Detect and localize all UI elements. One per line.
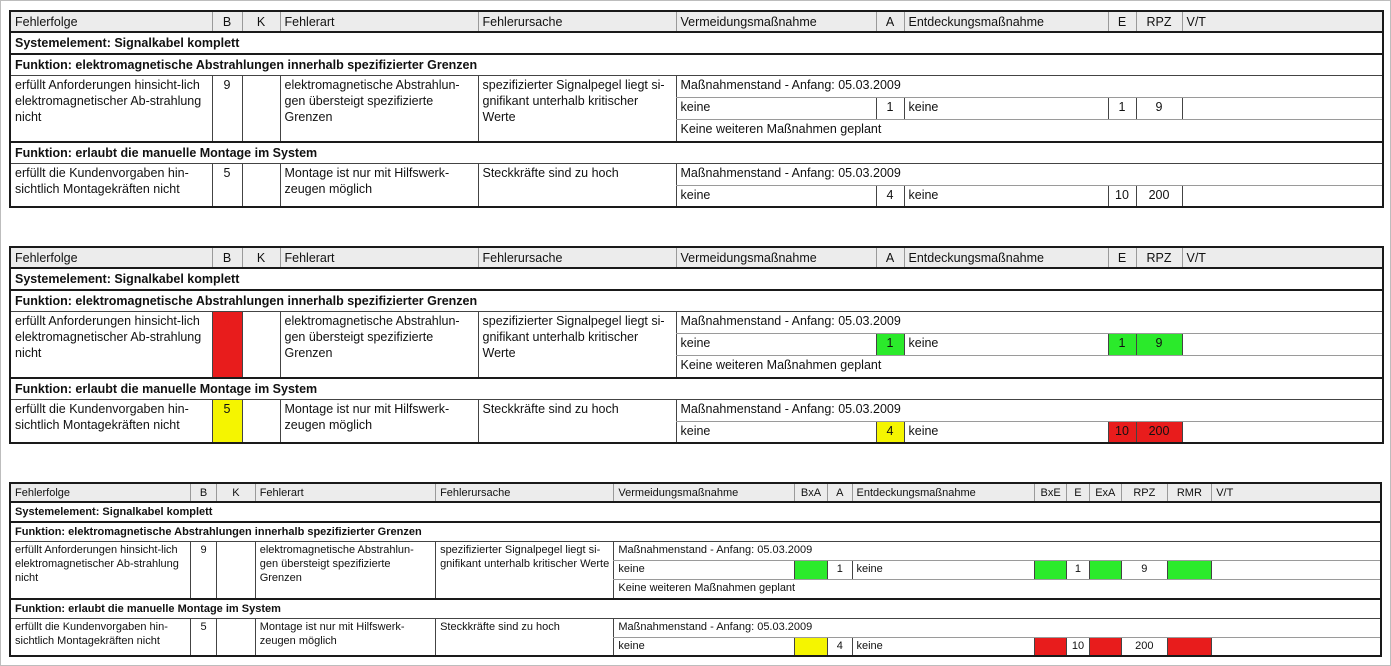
vermeidung-cell: keine: [676, 421, 876, 443]
note-cell: Keine weiteren Maßnahmen geplant: [614, 580, 1381, 599]
rpz-cell: 9: [1122, 561, 1168, 580]
header-row: [10, 483, 1381, 502]
ursache-cell: spezifizierter Signalpegel liegt si-gnifikant unterhalb kritischer Werte: [478, 312, 676, 378]
col-b: B: [190, 483, 216, 502]
ursache-cell: Steckkräfte sind zu hoch: [478, 163, 676, 207]
col-fehlerfolge: Fehlerfolge: [10, 483, 190, 502]
rpz-cell: 9: [1136, 334, 1182, 356]
measure-status: Maßnahmenstand - Anfang: 05.03.2009: [614, 618, 1381, 637]
fehlerart-cell: Montage ist nur mit Hilfswerk-zeugen möglich: [280, 399, 478, 443]
function-title: Funktion: erlaubt die manuelle Montage im System: [10, 142, 1383, 164]
col-rpz: RPZ: [1136, 247, 1182, 268]
col-k: K: [242, 11, 280, 32]
col-b: B: [212, 247, 242, 268]
fehlerfolge-cell: erfüllt Anforderungen hinsicht-lich elektromagnetischer Ab-strahlung nicht: [15, 544, 179, 584]
fehlerart-cell: Montage ist nur mit Hilfswerk-zeugen möglich: [280, 163, 478, 207]
measure-status: Maßnahmenstand - Anfang: 05.03.2009: [676, 399, 1383, 421]
measure-status: Maßnahmenstand - Anfang: 05.03.2009: [676, 312, 1383, 334]
col-fehlerart: Fehlerart: [280, 247, 478, 268]
col-bxa: BxA: [794, 483, 827, 502]
function-title: Funktion: elektromagnetische Abstrahlungen innerhalb spezifizierter Grenzen: [10, 522, 1381, 542]
a-cell: 4: [876, 421, 904, 443]
col-fehlerursache: Fehlerursache: [478, 247, 676, 268]
entdeckung-cell: keine: [852, 561, 1034, 580]
fmea-table-colored: [9, 246, 1384, 444]
entdeckung-cell: keine: [852, 637, 1034, 656]
fehlerfolge-cell: erfüllt die Kundenvorgaben hin-sichtlich Montagekräften nicht: [15, 401, 189, 432]
b-cell: 9: [212, 76, 242, 142]
col-fehlerfolge: Fehlerfolge: [10, 247, 212, 268]
measure-status: Maßnahmenstand - Anfang: 05.03.2009: [614, 542, 1381, 561]
e-cell: 1: [1108, 334, 1136, 356]
col-e: E: [1108, 247, 1136, 268]
failure-row: [10, 542, 1381, 561]
col-entdeckung: Entdeckungsmaßnahme: [904, 11, 1108, 32]
rmr-cell: [1167, 637, 1212, 656]
fehlerfolge-cell: erfüllt die Kundenvorgaben hin-sichtlich Montagekräften nicht: [15, 165, 189, 196]
function-title: Funktion: erlaubt die manuelle Montage im System: [10, 378, 1383, 400]
col-a: A: [828, 483, 852, 502]
col-vermeidung: Vermeidungsmaßnahme: [676, 247, 876, 268]
rpz-cell: 200: [1122, 637, 1168, 656]
bxe-cell: [1034, 637, 1066, 656]
vt-cell: [1182, 98, 1383, 120]
function-title: Funktion: erlaubt die manuelle Montage im System: [10, 599, 1381, 619]
fmea-table-plain: [9, 10, 1384, 208]
col-vermeidung: Vermeidungsmaßnahme: [676, 11, 876, 32]
b-cell: 5: [190, 618, 216, 656]
a-cell: 1: [876, 334, 904, 356]
a-cell: 1: [828, 561, 852, 580]
ursache-cell: spezifizierter Signalpegel liegt si-gnifikant unterhalb kritischer Werte: [436, 542, 614, 599]
vt-cell: [1212, 561, 1381, 580]
vt-cell: [1182, 185, 1383, 207]
col-entdeckung: Entdeckungsmaßnahme: [904, 247, 1108, 268]
failure-row: [10, 312, 1383, 334]
e-cell: 10: [1067, 637, 1089, 656]
function-row: [10, 142, 1383, 164]
system-element-row: [10, 268, 1383, 290]
exa-cell: [1089, 637, 1121, 656]
k-cell: [242, 312, 280, 378]
e-cell: 1: [1108, 98, 1136, 120]
system-element-title: Systemelement: Signalkabel komplett: [10, 502, 1381, 522]
b-cell: 5: [212, 399, 242, 443]
fehlerfolge-cell: erfüllt die Kundenvorgaben hin-sichtlich Montagekräften nicht: [15, 620, 168, 647]
col-rpz: RPZ: [1136, 11, 1182, 32]
system-element-row: [10, 32, 1383, 54]
vermeidung-cell: keine: [614, 637, 794, 656]
function-title: Funktion: elektromagnetische Abstrahlungen innerhalb spezifizierter Grenzen: [10, 290, 1383, 312]
failure-row: [10, 399, 1383, 421]
rmr-cell: [1167, 561, 1212, 580]
ursache-cell: spezifizierter Signalpegel liegt si-gnifikant unterhalb kritischer Werte: [478, 76, 676, 142]
vermeidung-cell: keine: [676, 185, 876, 207]
fmea-table-extended: [9, 482, 1382, 657]
failure-row: [10, 76, 1383, 98]
k-cell: [242, 76, 280, 142]
k-cell: [217, 618, 256, 656]
vermeidung-cell: keine: [614, 561, 794, 580]
col-vt: V/T: [1212, 483, 1381, 502]
a-cell: 4: [876, 185, 904, 207]
vt-cell: [1212, 637, 1381, 656]
k-cell: [242, 399, 280, 443]
col-e: E: [1067, 483, 1089, 502]
rpz-cell: 200: [1136, 421, 1182, 443]
k-cell: [217, 542, 256, 599]
col-entdeckung: Entdeckungsmaßnahme: [852, 483, 1034, 502]
function-row: [10, 378, 1383, 400]
col-fehlerfolge: Fehlerfolge: [10, 11, 212, 32]
entdeckung-cell: keine: [904, 334, 1108, 356]
fehlerfolge-cell: erfüllt Anforderungen hinsicht-lich elektromagnetischer Ab-strahlung nicht: [15, 314, 202, 360]
measure-status: Maßnahmenstand - Anfang: 05.03.2009: [676, 76, 1383, 98]
system-element-title: Systemelement: Signalkabel komplett: [10, 32, 1383, 54]
col-vermeidung: Vermeidungsmaßnahme: [614, 483, 794, 502]
col-fehlerart: Fehlerart: [255, 483, 435, 502]
col-a: A: [876, 11, 904, 32]
col-rpz: RPZ: [1122, 483, 1168, 502]
note-cell: Keine weiteren Maßnahmen geplant: [676, 120, 1383, 142]
entdeckung-cell: keine: [904, 421, 1108, 443]
function-title: Funktion: elektromagnetische Abstrahlungen innerhalb spezifizierter Grenzen: [10, 54, 1383, 76]
col-a: A: [876, 247, 904, 268]
function-row: [10, 54, 1383, 76]
ursache-cell: Steckkräfte sind zu hoch: [478, 399, 676, 443]
a-cell: 4: [828, 637, 852, 656]
vt-cell: [1182, 334, 1383, 356]
k-cell: [242, 163, 280, 207]
b-cell: 9: [190, 542, 216, 599]
fehlerfolge-cell: erfüllt Anforderungen hinsicht-lich elektromagnetischer Ab-strahlung nicht: [15, 78, 202, 124]
col-rmr: RMR: [1167, 483, 1212, 502]
a-cell: 1: [876, 98, 904, 120]
b-cell: 5: [212, 163, 242, 207]
failure-row: [10, 618, 1381, 637]
e-cell: 10: [1108, 421, 1136, 443]
entdeckung-cell: keine: [904, 185, 1108, 207]
fehlerart-cell: elektromagnetische Abstrahlun-gen übersteigt spezifizierte Grenzen: [280, 76, 478, 142]
header-row: [10, 11, 1383, 32]
col-fehlerart: Fehlerart: [280, 11, 478, 32]
system-element-row: [10, 502, 1381, 522]
col-fehlerursache: Fehlerursache: [478, 11, 676, 32]
function-row: [10, 599, 1381, 619]
col-bxe: BxE: [1034, 483, 1066, 502]
rpz-cell: 9: [1136, 98, 1182, 120]
fehlerart-cell: Montage ist nur mit Hilfswerk-zeugen möglich: [255, 618, 435, 656]
failure-row: [10, 163, 1383, 185]
system-element-title: Systemelement: Signalkabel komplett: [10, 268, 1383, 290]
vt-cell: [1182, 421, 1383, 443]
col-b: B: [212, 11, 242, 32]
rpz-cell: 200: [1136, 185, 1182, 207]
exa-cell: [1089, 561, 1121, 580]
header-row: [10, 247, 1383, 268]
b-cell: 9: [212, 312, 242, 378]
fehlerart-cell: elektromagnetische Abstrahlun-gen übersteigt spezifizierte Grenzen: [255, 542, 435, 599]
bxa-cell: [794, 561, 827, 580]
col-vt: V/T: [1182, 11, 1383, 32]
col-fehlerursache: Fehlerursache: [436, 483, 614, 502]
bxe-cell: [1034, 561, 1066, 580]
function-row: [10, 522, 1381, 542]
col-k: K: [242, 247, 280, 268]
e-cell: 1: [1067, 561, 1089, 580]
col-k: K: [217, 483, 256, 502]
ursache-cell: Steckkräfte sind zu hoch: [436, 618, 614, 656]
vermeidung-cell: keine: [676, 334, 876, 356]
entdeckung-cell: keine: [904, 98, 1108, 120]
bxa-cell: [794, 637, 827, 656]
note-cell: Keine weiteren Maßnahmen geplant: [676, 356, 1383, 378]
fehlerart-cell: elektromagnetische Abstrahlun-gen übersteigt spezifizierte Grenzen: [280, 312, 478, 378]
vermeidung-cell: keine: [676, 98, 876, 120]
col-vt: V/T: [1182, 247, 1383, 268]
col-e: E: [1108, 11, 1136, 32]
col-exa: ExA: [1089, 483, 1121, 502]
measure-status: Maßnahmenstand - Anfang: 05.03.2009: [676, 163, 1383, 185]
function-row: [10, 290, 1383, 312]
e-cell: 10: [1108, 185, 1136, 207]
